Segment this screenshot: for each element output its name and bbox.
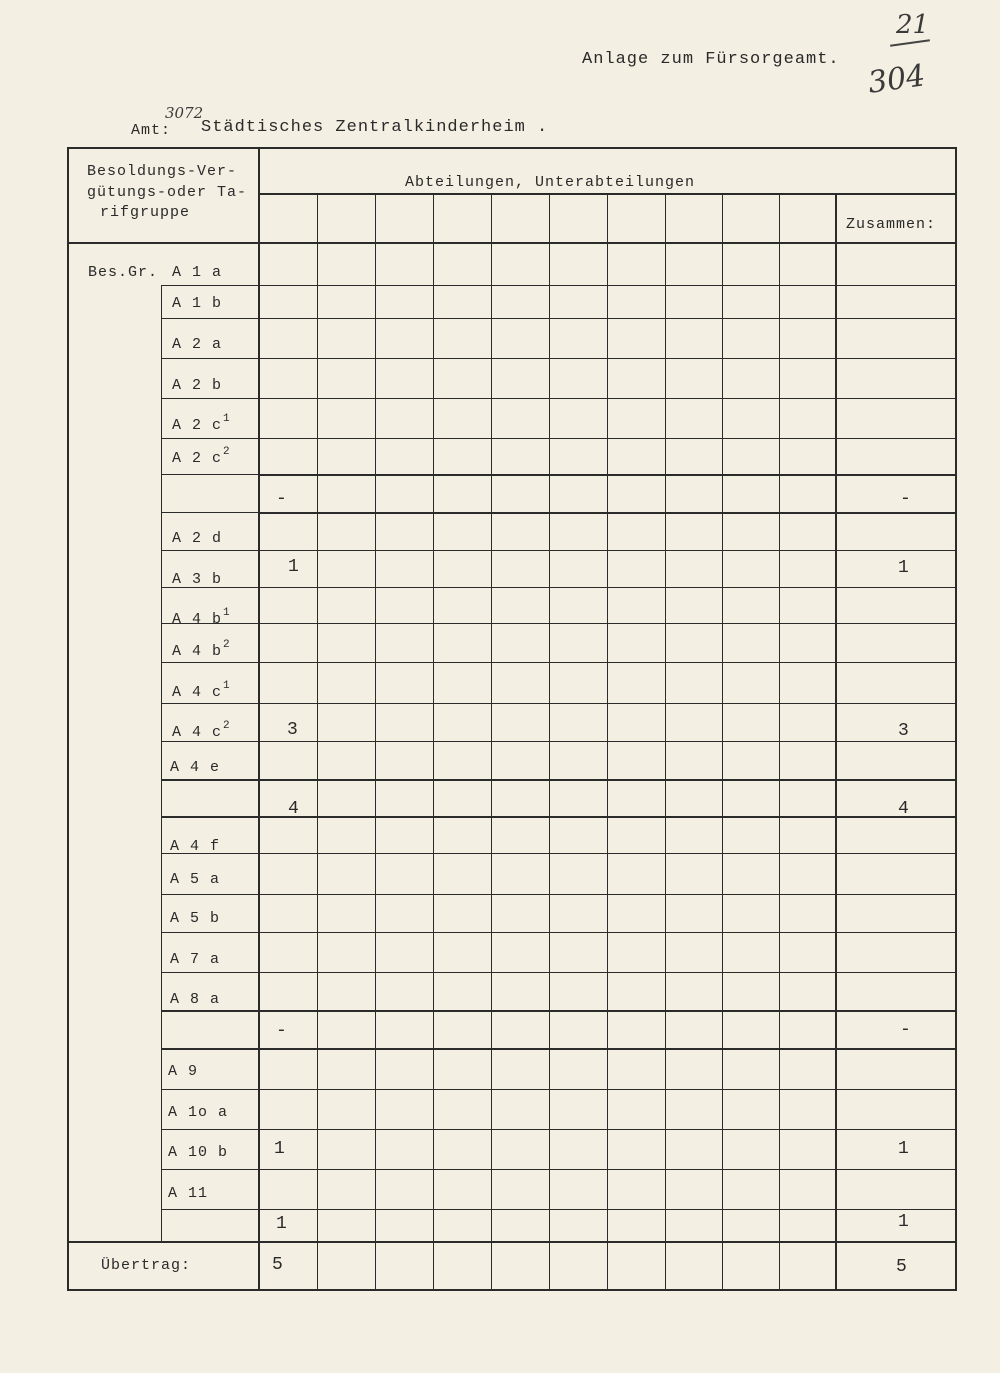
salary-group-label: A 3 b	[172, 571, 223, 588]
amt-handwritten-number: 3072	[165, 104, 204, 122]
entry-total: 3	[898, 721, 909, 741]
table-row-line	[161, 1209, 955, 1210]
salary-group-label: A 8 a	[170, 991, 221, 1008]
entry-first-column: 4	[288, 799, 299, 819]
subtotal-rule	[161, 816, 955, 818]
subtotal-rule	[161, 779, 955, 781]
table-row-line	[161, 1089, 955, 1090]
table-row-line	[161, 318, 955, 319]
total-header: Zusammen:	[846, 216, 937, 233]
department-column-line	[607, 195, 608, 1289]
salary-group-label: A 5 a	[170, 871, 221, 888]
entry-first-column: 3	[287, 720, 298, 740]
salary-group-label: A 4 $c^1$	[172, 680, 231, 701]
entry-first-column: 1	[288, 557, 299, 577]
page-number: 21	[896, 10, 930, 40]
table-row-line	[161, 285, 955, 286]
salary-group-label: A 4 $b^2$	[172, 639, 231, 660]
amt-label: Amt:	[131, 122, 172, 139]
table-row-line	[161, 972, 955, 973]
entry-first-column: -	[276, 1021, 287, 1041]
salary-group-label: A 4 $b^1$	[172, 607, 231, 628]
salary-group-label: A 4 f	[170, 838, 221, 855]
table-row-line	[161, 358, 955, 359]
table-row-line	[161, 932, 955, 933]
table-row-line	[161, 438, 955, 439]
salary-group-label: A 1o a	[168, 1104, 229, 1121]
table-row-line	[161, 587, 955, 588]
column-divider-total	[835, 195, 837, 1289]
col1-header-line3: rifgruppe	[100, 204, 191, 221]
salary-group-label: A 11	[168, 1185, 209, 1202]
department-column-line	[722, 195, 723, 1289]
departments-header: Abteilungen, Unterabteilungen	[405, 174, 696, 191]
table-row-line	[161, 623, 955, 624]
salary-group-label: A 1 b	[172, 295, 223, 312]
archive-number: 304	[865, 58, 928, 101]
table-row-line	[161, 398, 955, 399]
subtotal-rule	[258, 474, 955, 476]
table-row-line	[161, 894, 955, 895]
entry-total: 1	[898, 1212, 909, 1232]
subtotal-rule	[161, 1048, 955, 1050]
table-row-line	[161, 512, 259, 513]
salary-group-label: A 10 b	[168, 1144, 229, 1161]
table-row-line	[161, 703, 955, 704]
salary-group-label: A 2 d	[172, 530, 223, 547]
department-column-line	[375, 195, 376, 1289]
table-border-right	[955, 147, 957, 1291]
department-column-line	[433, 195, 434, 1289]
table-row-line	[161, 1129, 955, 1130]
entry-total: 1	[898, 1139, 909, 1159]
department-column-line	[317, 195, 318, 1289]
entry-first-column: 1	[276, 1214, 287, 1234]
col1-header-line2: gütungs-oder Ta-	[87, 184, 248, 201]
entry-first-column: -	[276, 489, 287, 509]
salary-group-label: A 2 $c^2$	[172, 446, 231, 467]
department-column-line	[549, 195, 550, 1289]
uebertrag-total: 5	[896, 1257, 907, 1277]
salary-group-label: A 2 a	[172, 336, 223, 353]
bes-gr-label: Bes.Gr.	[88, 264, 159, 281]
department-column-line	[491, 195, 492, 1289]
table-row-line	[161, 853, 955, 854]
column-divider-bes-gr	[161, 285, 162, 1241]
page-number-rule	[890, 39, 930, 47]
salary-group-label: A 2 $c^1$	[172, 413, 231, 434]
subtotal-rule	[161, 1010, 955, 1012]
table-row-line	[161, 1169, 955, 1170]
entry-first-column: 1	[274, 1139, 285, 1159]
uebertrag-label: Übertrag:	[101, 1257, 192, 1274]
entry-total: 4	[898, 799, 909, 819]
table-row-line	[161, 662, 955, 663]
salary-group-label: A 5 b	[170, 910, 221, 927]
table-border-bottom	[67, 1289, 955, 1291]
entry-total: -	[900, 1020, 911, 1040]
salary-group-label: A 7 a	[170, 951, 221, 968]
department-column-line	[665, 195, 666, 1289]
salary-group-label: A 4 $c^2$	[172, 720, 231, 741]
table-border-left	[67, 147, 69, 1289]
entry-total: -	[900, 489, 911, 509]
table-border-top	[67, 147, 955, 149]
salary-group-label: A 4 e	[170, 759, 221, 776]
header-bottom-rule	[67, 242, 955, 244]
salary-group-label: A 9	[168, 1063, 199, 1080]
entry-total: 1	[898, 558, 909, 578]
department-column-line	[779, 195, 780, 1289]
salary-group-label: A 1 a	[172, 264, 223, 281]
subtotal-rule	[258, 512, 955, 514]
table-row-line	[161, 741, 955, 742]
col1-header-line1: Besoldungs-Ver-	[87, 163, 238, 180]
table-row-line	[161, 550, 955, 551]
amt-name: Städtisches Zentralkinderheim .	[201, 118, 549, 137]
uebertrag-rule	[67, 1241, 955, 1243]
uebertrag-first-column: 5	[272, 1255, 283, 1275]
salary-group-label: A 2 b	[172, 377, 223, 394]
header-annex: Anlage zum Fürsorgeamt.	[582, 50, 840, 69]
